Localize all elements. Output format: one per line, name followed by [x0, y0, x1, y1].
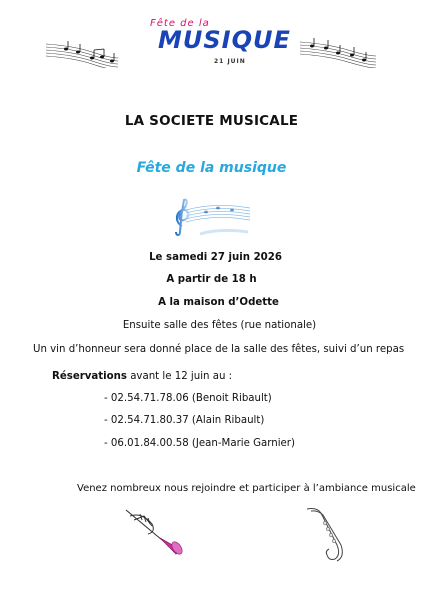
logo-date: 21 JUIN — [214, 58, 246, 65]
contact-item: - 02.54.71.78.06 (Benoit Ribault) — [104, 393, 272, 404]
event-wine: Un vin d’honneur sera donné place de la salle des fêtes, suivi d’un repas — [33, 344, 405, 355]
music-staff-icon — [44, 38, 120, 68]
saxophone-icon — [303, 505, 353, 563]
page-title: LA SOCIETE MUSICALE — [124, 113, 299, 129]
event-date: Le samedi 27 juin 2026 — [149, 252, 282, 263]
event-then: Ensuite salle des fêtes (rue nationale) — [122, 320, 317, 331]
event-time: A partir de 18 h — [166, 274, 257, 285]
music-staff-icon — [298, 38, 378, 68]
reservations-label: Réservations — [52, 371, 127, 382]
treble-clef-icon — [170, 198, 256, 242]
logo-line1: Fête de la — [150, 18, 210, 29]
event-place: A la maison d’Odette — [158, 297, 279, 308]
contact-item: - 02.54.71.80.37 (Alain Ribault) — [104, 415, 265, 426]
trumpet-icon — [122, 506, 184, 556]
closing-text: Venez nombreux nous rejoindre et participer à l’ambiance musicale — [77, 483, 416, 494]
page-subtitle: Fête de la musique — [136, 160, 287, 176]
logo-line2: MUSIQUE — [158, 26, 291, 54]
reservations-text: avant le 12 juin au : — [126, 371, 233, 382]
contact-item: - 06.01.84.00.58 (Jean-Marie Garnier) — [104, 438, 295, 449]
fete-musique-logo — [150, 18, 291, 66]
reservations-line — [52, 371, 232, 382]
